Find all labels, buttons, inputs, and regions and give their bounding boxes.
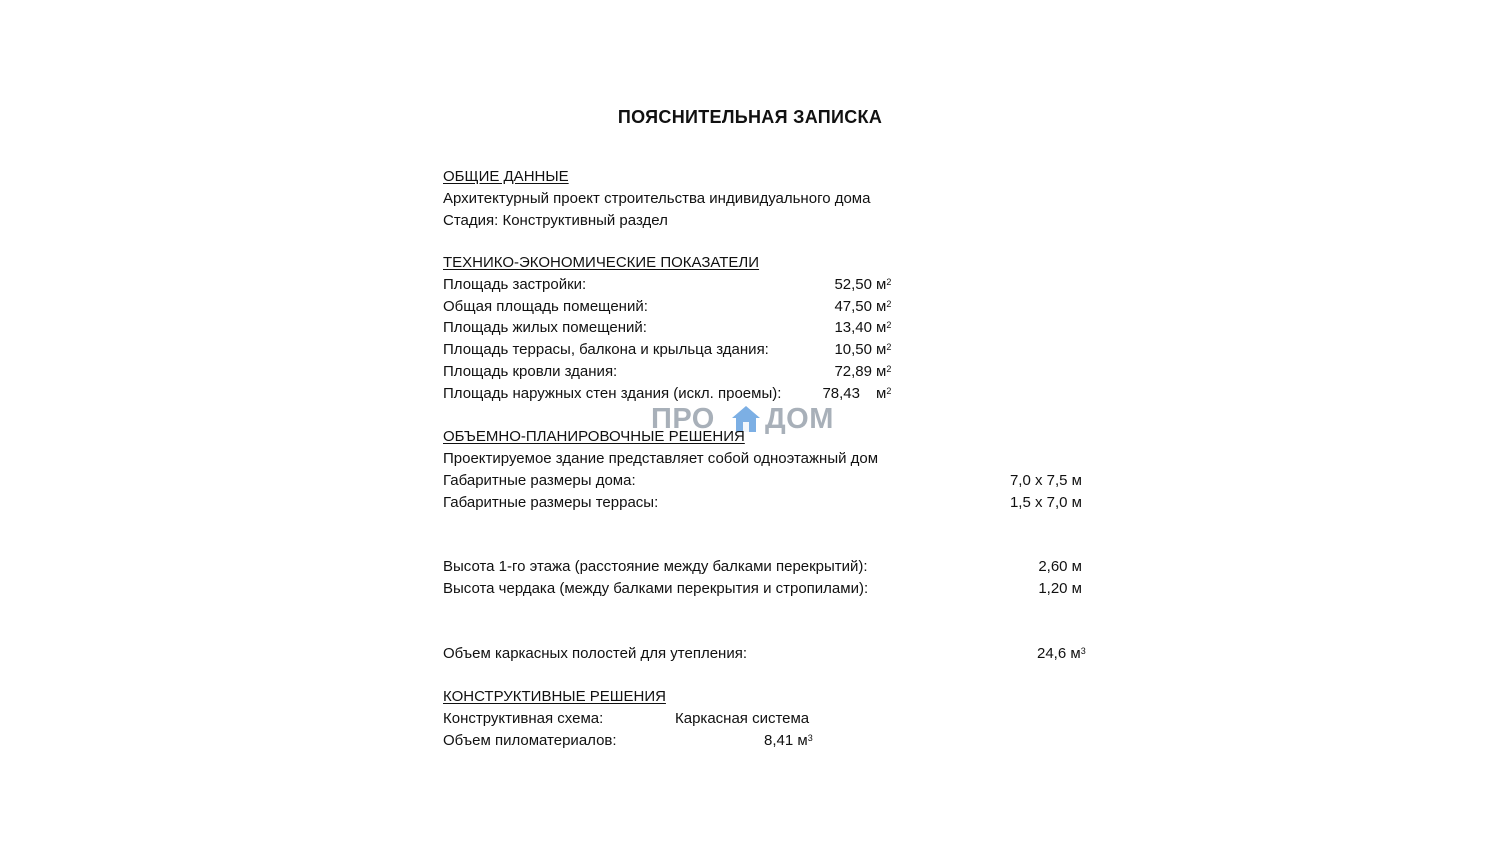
attic-height-value: 1,20 м (1038, 580, 1082, 597)
watermark-right: ДОМ (765, 403, 834, 435)
tep-value: 78,43 (822, 385, 860, 402)
attic-height-label: Высота чердака (между балками перекрытия и стропилами): (443, 580, 869, 597)
structure-heading: КОНСТРУКТИВНЫЕ РЕШЕНИЯ (443, 688, 666, 705)
tep-label: Площадь жилых помещений: (443, 319, 647, 336)
frame-volume-label: Объем каркасных полостей для утепления: (443, 645, 747, 662)
tep-unit: $м^2$ (876, 298, 892, 315)
tep-label: Общая площадь помещений: (443, 298, 648, 315)
general-line-1: Архитектурный проект строительства индивидуального дома (443, 190, 871, 207)
page-title: ПОЯСНИТЕЛЬНАЯ ЗАПИСКА (617, 107, 883, 127)
tep-unit: $м^2$ (876, 385, 892, 402)
scheme-value: Каркасная система (675, 710, 810, 727)
tep-unit: $м^2$ (876, 319, 892, 336)
layout-heading: ОБЪЕМНО-ПЛАНИРОВОЧНЫЕ РЕШЕНИЯ (443, 428, 745, 445)
tep-unit: $м^2$ (876, 363, 892, 380)
general-heading: ОБЩИЕ ДАННЫЕ (443, 168, 569, 185)
tep-value: 72,89 (834, 363, 872, 380)
tep-value: 13,40 (834, 319, 872, 336)
terrace-size-value: 1,5 х 7,0 м (1009, 494, 1082, 511)
tep-value: 10,50 (834, 341, 872, 358)
tep-label: Площадь наружных стен здания (искл. проемы): (443, 385, 782, 402)
watermark-left: ПРО (651, 403, 715, 435)
house-size-label: Габаритные размеры дома: (443, 472, 636, 489)
tep-unit: $м^2$ (876, 276, 892, 293)
tep-label: Площадь террасы, балкона и крыльца здания: (443, 341, 769, 358)
tep-unit: $м^2$ (876, 341, 892, 358)
floor-height-value: 2,60 м (1038, 558, 1082, 575)
tep-label: Площадь кровли здания: (443, 363, 618, 380)
tep-label: Площадь застройки: (443, 276, 587, 293)
lumber-value: 8,41 $м^3$ (764, 732, 813, 749)
house-size-value: 7,0 х 7,5 м (1009, 472, 1082, 489)
scheme-label: Конструктивная схема: (443, 710, 604, 727)
general-line-2: Стадия: Конструктивный раздел (443, 212, 668, 229)
floor-height-label: Высота 1-го этажа (расстояние между балками перекрытий): (443, 558, 868, 575)
lumber-label: Объем пиломатериалов: (443, 732, 617, 749)
frame-volume-value: 24,6 $м^3$ (1037, 645, 1086, 662)
tep-value: 47,50 (834, 298, 872, 315)
tep-value: 52,50 (834, 276, 872, 293)
terrace-size-label: Габаритные размеры террасы: (443, 494, 659, 511)
layout-intro: Проектируемое здание представляет собой одноэтажный дом (443, 450, 879, 467)
tep-heading: ТЕХНИКО-ЭКОНОМИЧЕСКИЕ ПОКАЗАТЕЛИ (443, 254, 760, 271)
